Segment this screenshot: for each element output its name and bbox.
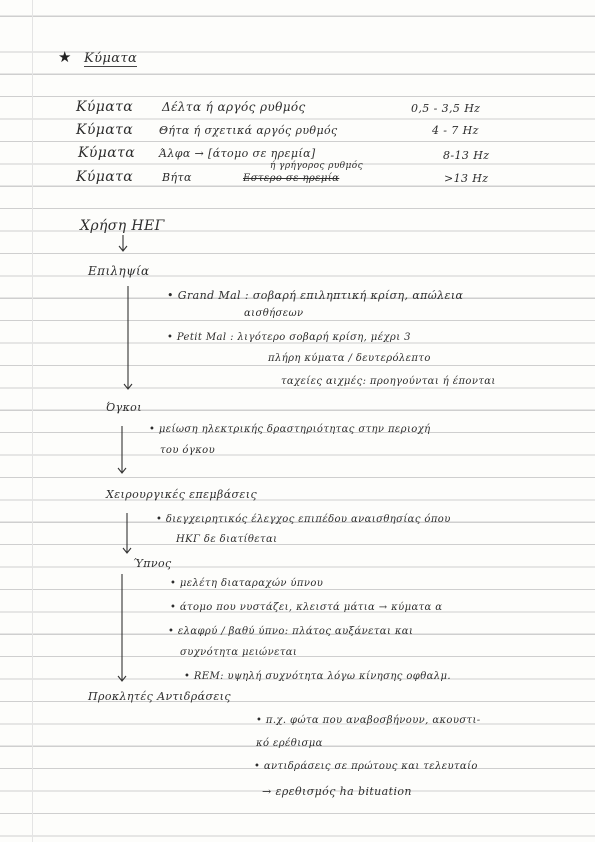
section-line: συχνότητα μειώνεται <box>180 647 298 658</box>
wave-freq: >13 Hz <box>444 172 489 185</box>
wave-label: Κύματα <box>76 169 134 185</box>
section-line: • ελαφρύ / βαθύ ύπνο: πλάτος αυξάνεται και <box>168 626 414 637</box>
wave-label: Κύματα <box>78 145 136 161</box>
section-heading: Επιληψία <box>88 264 150 278</box>
wave-name: Θήτα ή σχετικά αργός ρυθμός <box>159 124 338 137</box>
section-line: • αντιδράσεις σε πρώτους και τελευταίο <box>254 761 478 772</box>
wave-name: Βήτα <box>162 171 192 184</box>
wave-label: Κύματα <box>76 122 134 138</box>
wave-name: Άλφα → [άτομο σε ηρεμία] <box>159 147 316 160</box>
section-line: αισθήσεων <box>244 308 304 319</box>
heading-title: Κύματα <box>84 51 138 66</box>
wave-struck-note: Εστερο σε ηρεμία <box>243 173 340 184</box>
uses-title: Χρήση ΗΕΓ <box>80 218 165 234</box>
wave-label: Κύματα <box>76 99 134 115</box>
section-line: ταχείες αιχμές: προηγούνται ή έπονται <box>281 376 496 387</box>
section-line: • μελέτη διαταραχών ύπνου <box>170 578 324 589</box>
wave-freq: 0,5 - 3,5 Hz <box>411 102 481 115</box>
section-line: • μείωση ηλεκτρικής δραστηριότητας στην περιοχή <box>149 424 431 435</box>
section-heading: Προκλητές Αντιδράσεις <box>88 690 231 703</box>
section-line: του όγκου <box>160 445 216 456</box>
section-line: ΗΚΓ δε διατίθεται <box>176 534 278 545</box>
wave-name: Δέλτα ή αργός ρυθμός <box>162 100 306 114</box>
wave-freq: 4 - 7 Hz <box>432 124 479 137</box>
section-heading: Όγκοι <box>106 401 142 414</box>
wave-insert-note: ή γρήγορος ρυθμός <box>270 161 364 171</box>
section-line: → ερεθισμός ha bituation <box>262 785 412 798</box>
section-line: πλήρη κύματα / δευτερόλεπτο <box>268 353 431 364</box>
section-line: • διεγχειρητικός έλεγχος επιπέδου αναισθησίας όπου <box>156 514 451 525</box>
section-heading: Χειρουργικές επεμβάσεις <box>106 488 258 501</box>
section-line: • άτομο που νυστάζει, κλειστά μάτια → κύματα α <box>170 602 443 613</box>
section-line: κό ερέθισμα <box>256 738 323 749</box>
wave-freq: 8-13 Hz <box>443 149 490 162</box>
section-line: • Grand Mal : σοβαρή επιληπτική κρίση, απώλεια <box>167 289 464 302</box>
section-line: • π.χ. φώτα που αναβοσβήνουν, ακουστι- <box>256 715 481 726</box>
section-line: • Petit Mal : λιγότερο σοβαρή κρίση, μέχρι 3 <box>167 332 411 343</box>
section-heading: Ύπνος <box>133 557 172 570</box>
section-line: • REM: υψηλή συχνότητα λόγω κίνησης οφθαλμ. <box>184 671 451 682</box>
star-icon: ★ <box>58 48 72 66</box>
